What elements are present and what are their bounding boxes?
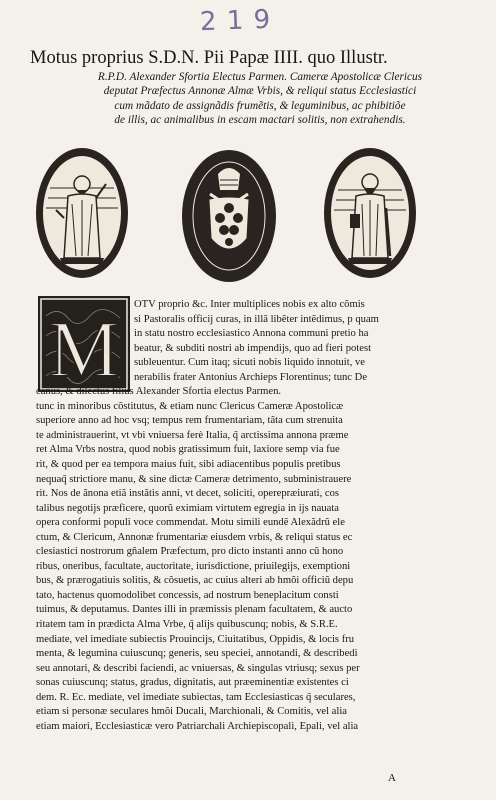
body-line: canus, & dilectus filius Alexander Sfortia electus Parmen.	[36, 386, 282, 398]
body-line: nequaq̃ strictiore manu, & sine dictæ Cameræ detrimento, subministrauere	[36, 473, 352, 485]
initial-letter: M	[48, 306, 120, 392]
body-line: etiam maiori, Ecclesiasticæ vero Patriarchali Archiepiscopali, Epali, vel alia	[36, 720, 359, 732]
body-line: menta, & legumina cuiuscunq; generis, seu speciei, annotandi, & describedi	[36, 648, 358, 660]
papal-coat-of-arms	[182, 150, 276, 282]
body-line: ctum, & Clericum, Annonæ frumentariæ eiusdem vrbis, & reliqui status ec	[36, 531, 353, 543]
body-line: clesiastici nostrorum gñalem Præfectum, pro dicto instanti anno cũ hono	[36, 546, 344, 558]
body-line: mediate, vel imediate subiectis Prouincijs, Ciuitatibus, Oppidis, & locis fru	[36, 633, 355, 645]
body-line: tunc in minoribus cõstitutus, & etiam nunc Clericus Cameræ Apostolicæ	[36, 400, 344, 412]
body-line: subleuentur. Cum itaq; sicuti nobis liquido innotuit, ve	[134, 357, 365, 369]
body-line: te administrauerint, vt vbi vniuersa ferè Italia, q̃ arctissima annona præme	[36, 429, 349, 441]
saint-peter-woodcut	[36, 148, 128, 278]
body-line: si Pastoralis officij curas, in illã libẽter intẽdimus, p quam	[134, 313, 379, 325]
subtitle-line: cum mãdato de assignãdis frumẽtis, & leguminibus, ac phibitiõe	[114, 99, 406, 112]
body-line: seu annotari, & describi faciendi, ac vniuersas, & singulas vtriusq; sexus per	[36, 662, 360, 674]
body-line: dem. R. Ec. mediate, vel imediate subiectas, tam Ecclesiasticas q̃ seculares,	[36, 691, 356, 703]
body-line: rit. Nos de ãnona etiã instãtis anni, vt decet, soliciti, operepræiurati, cos	[36, 488, 340, 500]
body-line: sonas cuiuscunq; status, gradus, dignitatis, aut præeminentiæ existentes ci	[36, 677, 349, 689]
body-line: bus, & prærogatiuis solitis, & cõsuetis, ac cuius alteri ab hmõi officiũ depu	[36, 575, 354, 587]
body-line: ret Alma Vrbs nostra, quod nobis gratissimum fuit, laxiore semp via fue	[36, 444, 340, 456]
body-line: superiore anno ad hoc vsq; tempus rem frumentariam, tãta cum strenuita	[36, 415, 343, 427]
body-line: ribus, oneribus, facultate, auctoritate, iurisdictione, priuilegijs, exemptioni	[36, 560, 351, 572]
subtitle-line: R.P.D. Alexander Sfortia Electus Parmen. Cameræ Apostolicæ Clericus	[97, 71, 423, 83]
body-line: rit, & quod per ea tempora maius fuit, sibi adiacentibus populis pretibus	[36, 459, 341, 471]
folio-number: 2 1 9	[199, 4, 272, 38]
saint-paul-woodcut	[324, 148, 416, 278]
body-line: in statu nostro ecclesiastico Annona communi pretio ha	[134, 328, 369, 340]
body-line: talibus negotijs præficere, quorũ eximiam virtutem egregia in ijs nauata	[36, 502, 340, 514]
subtitle-line: de illis, ac animalibus in escam mactari solitis, non extrahendis.	[114, 114, 406, 127]
body-line: beatur, & subditi nostri ab impendijs, quo ad fieri potest	[134, 342, 372, 354]
subtitle-line: deputat Præfectus Annonæ Almæ Vrbis, & reliqui status Ecclesiastici	[103, 85, 417, 98]
body-line: nerabilis frater Antonius Archieps Florentinus; tunc De	[134, 371, 368, 383]
body-line: ritatem tam in prædicta Alma Vrbe, q̃ alijs quibuscunq; nobis, & S.R.E.	[36, 619, 338, 631]
body-line: opera conformi populi voce commendat. Motu simili eundẽ Alexãdrũ ele	[36, 517, 345, 529]
document-title: Motus proprius S.D.N. Pii Papæ IIII. quo Illustr.	[30, 48, 388, 68]
body-text	[36, 298, 460, 734]
catchword: A	[388, 772, 396, 784]
body-line: OTV proprio &c. Inter multiplices nobis ex alto cõmis	[134, 299, 365, 310]
body-line: tuimus, & deputamus. Dantes illi in præmissis plenam facultatem, & aucto	[36, 604, 353, 616]
document-subtitle	[28, 70, 492, 128]
body-line: tato, hactenus quomodolibet concessis, ad nostrum beneplacitum consti	[36, 589, 339, 601]
body-line: etiam si personæ seculares hmõi Ducali, Marchionali, & Comitis, vel alia	[36, 706, 347, 718]
